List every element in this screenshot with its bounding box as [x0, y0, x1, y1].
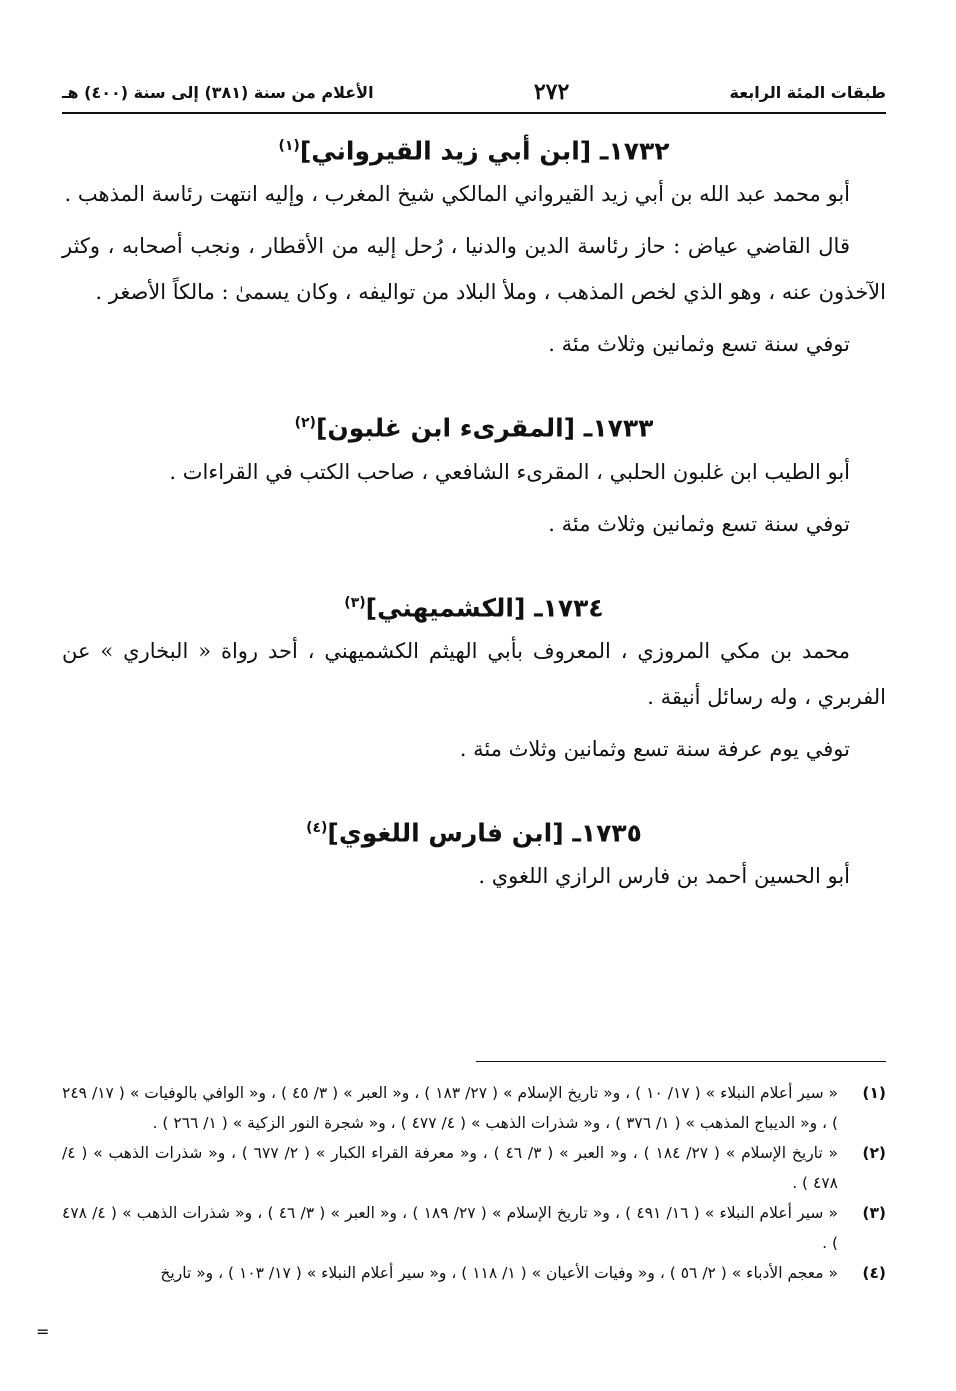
header-section-title: طبقات المئة الرابعة	[729, 82, 886, 102]
paragraph: أبو محمد عبد الله بن أبي زيد القيرواني المالكي شيخ المغرب ، وإليه انتهت رئاسة المذهب .	[64, 182, 850, 207]
header-range-title: الأعلام من سنة (٣٨١) إلى سنة (٤٠٠) هـ	[62, 82, 374, 102]
footnote-number: (٢)	[862, 1144, 886, 1162]
main-text	[62, 126, 886, 899]
footnote-text: « تاريخ الإسلام » ( ٢٧/ ١٨٤ ) ، و« العبر » ( ٣/ ٤٦ ) ، و« معرفة القراء الكبار » ( ٢/ ٦٧٧ ) ، و« شذرات الذهب » ( ٤/ ٤٧٨ ) .	[62, 1144, 839, 1192]
footnote-number: (٣)	[862, 1204, 886, 1222]
footnote-ref: (١)	[278, 138, 300, 154]
running-header	[62, 74, 886, 110]
footnote-ref: (٢)	[294, 415, 316, 432]
entry-title: ١٧٣٥ـ [ابن فارس اللغوي]$^{(٤)}$	[306, 818, 642, 848]
entry-1732	[62, 126, 886, 367]
footnote	[62, 1138, 886, 1198]
footnote-ref: (٤)	[306, 819, 328, 836]
entry-1733	[62, 403, 886, 546]
entry-title: ١٧٣٤ـ [الكشميهني]$^{(٣)}$	[344, 592, 604, 622]
footnote-number: (٤)	[862, 1264, 886, 1282]
footnote-text: « معجم الأدباء » ( ٢/ ٥٦ ) ، و« وفيات الأعيان » ( ١/ ١١٨ ) ، و« سير أعلام النبلاء » ( ١٧/ ١٠٣ ) ، و« تاريخ	[160, 1264, 838, 1282]
footnote-text: « سير أعلام النبلاء » ( ١٧/ ١٠ ) ، و« تاريخ الإسلام » ( ٢٧/ ١٨٣ ) ، و« العبر » ( ٣/ ٤٥ ) ، و« الوافي بالوفيات » ( ١٧/ ٢٤٩ ) ، و« الديباج المذهب » ( ١/ ٣٧٦ ) ، و« شذرات الذهب » ( ٤/ ٤٧٧ ) ، و« شجرة النور الزكية » ( ١/ ٢٦٦ ) .	[62, 1084, 839, 1132]
footnote	[62, 1258, 886, 1288]
continuation-mark: =	[36, 1322, 50, 1341]
entry-title: ١٧٣٣ـ [المقرىء ابن غلبون]$^{(٢)}$	[294, 413, 654, 443]
footnote-rule	[476, 1061, 886, 1062]
paragraph: أبو الحسين أحمد بن فارس الرازي اللغوي .	[478, 864, 850, 889]
paragraph: توفي سنة تسع وثمانين وثلاث مئة .	[548, 332, 850, 357]
footnote-number: (١)	[862, 1084, 886, 1102]
footnote-text: « سير أعلام النبلاء » ( ١٦/ ٤٩١ ) ، و« تاريخ الإسلام » ( ٢٧/ ١٨٩ ) ، و« العبر » ( ٣/ ٤٦ ) ، و« شذرات الذهب » ( ٤/ ٤٧٨ ) .	[62, 1204, 839, 1252]
header-rule	[62, 112, 886, 114]
footnotes	[62, 1078, 886, 1288]
footnote	[62, 1198, 886, 1258]
paragraph: توفي سنة تسع وثمانين وثلاث مئة .	[548, 511, 850, 536]
entry-1734	[62, 583, 886, 772]
entry-title: ١٧٣٢ـ [ابن أبي زيد القيرواني]$^{(١)}$	[278, 136, 670, 166]
paragraph: توفي يوم عرفة سنة تسع وثمانين وثلاث مئة .	[459, 736, 850, 761]
paragraph: قال القاضي عياض : حاز رئاسة الدين والدنيا ، رُحل إليه من الأقطار ، ونجب أصحابه ، وكثر الآخذون عنه ، وهو الذي لخص المذهب ، وملأ البلاد من تواليفه ، وكان يسمىٰ : مالكاً الأصغر .	[62, 234, 886, 305]
page-number: ٢٧٢	[533, 79, 570, 105]
footnote-ref: (٣)	[344, 594, 366, 611]
paragraph: أبو الطيب ابن غلبون الحلبي ، المقرىء الشافعي ، صاحب الكتب في القراءات .	[169, 459, 850, 484]
paragraph: محمد بن مكي المروزي ، المعروف بأبي الهيثم الكشميهني ، أحد رواة « البخاري » عن الفربري ، وله رسائل أنيقة .	[62, 638, 886, 709]
entry-1735	[62, 808, 886, 899]
footnote	[62, 1078, 886, 1138]
